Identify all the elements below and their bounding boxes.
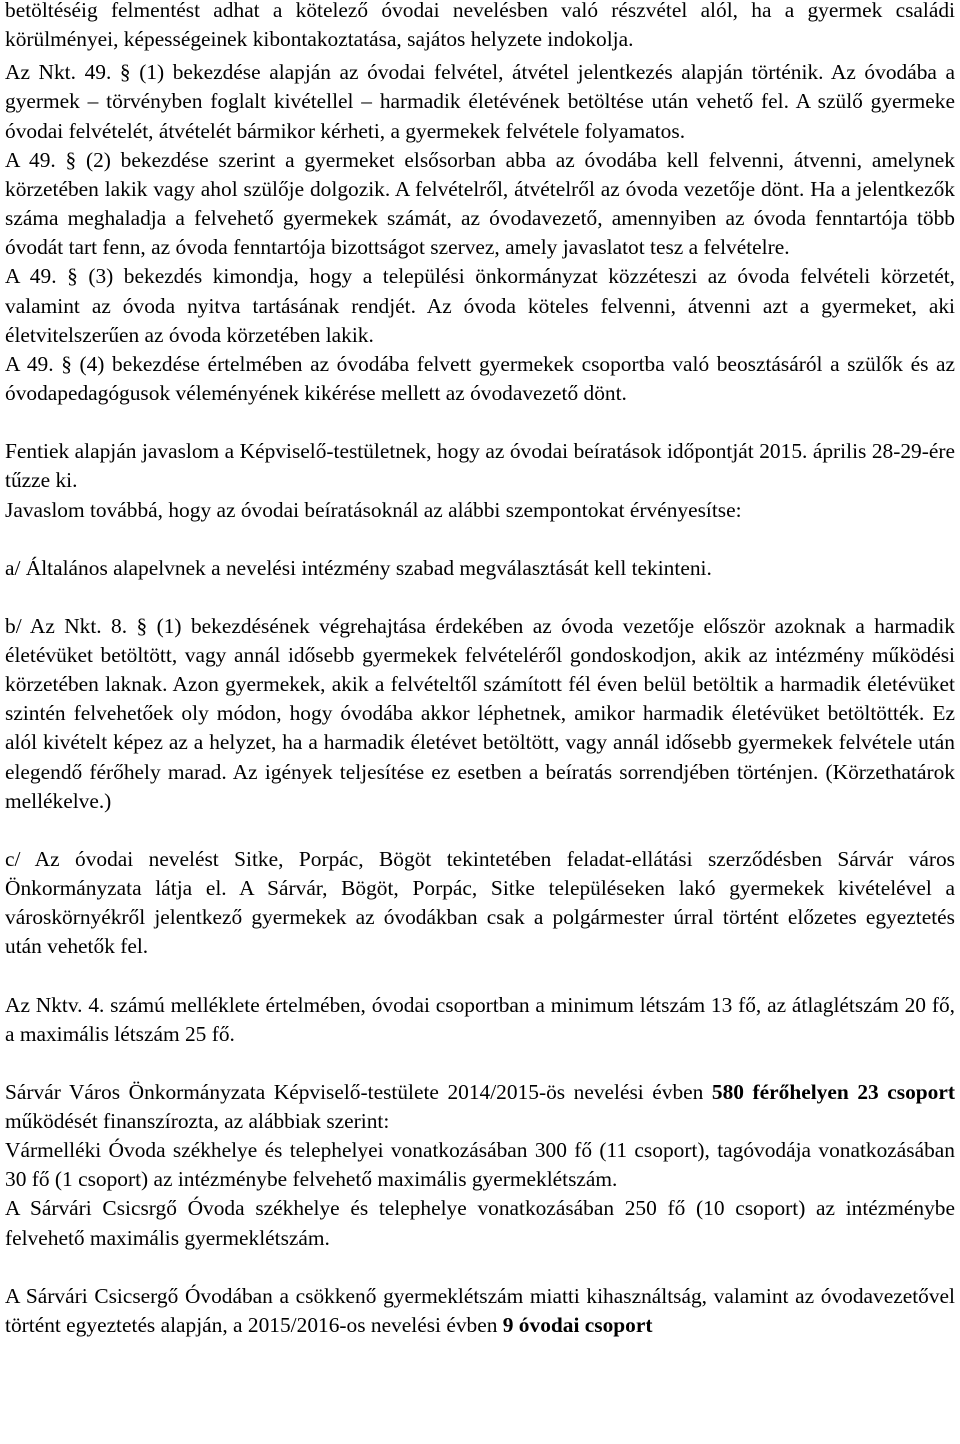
paragraph-exemption-continued: betöltéséig felmentést adhat a kötelező óvodai nevelésben való részvétel alól, ha a gyermek családi körülményei, képességeinek kibontakoztatása, sajátos helyzete indokolja.	[5, 0, 955, 52]
paragraph-49-2: A 49. § (2) bekezdése szerint a gyermeket elsősorban abba az óvodába kell felvenni, átvenni, amelynek körzetében lakik vagy ahol szülője dolgozik. A felvételről, átvételről az óvoda vezetője dönt. Ha a jelentkezők száma meghaladja a felvehető gyermekek számát, az óvodavezető, amennyiben az óvoda fenntartója több óvodát tart fenn, az óvoda fenntartója bizottságot szervez, amely javaslatot tesz a felvételre.	[5, 147, 955, 260]
paragraph-49-3: A 49. § (3) bekezdés kimondja, hogy a települési önkormányzat közzéteszi az óvoda felvételi körzetét, valamint az óvoda nyitva tartásának rendjét. Az óvoda köteles felvenni, átvenni azt a gyermeket, aki életvitelszerűen az óvoda körzetében lakik.	[5, 264, 955, 347]
financing-capacity-bold: 580 férőhelyen 23 csoport	[711, 1079, 955, 1104]
paragraph-csicsergo-capacity: A Sárvári Csicsrgő Óvoda székhelye és telephelye vonatkozásában 250 fő (10 csoport) az intézménybe felvehető maximális gyermeklétszám.	[5, 1196, 955, 1250]
paragraph-proposal-criteria: Javaslom továbbá, hogy az óvodai beíratásoknál az alábbi szempontokat érvényesítse:	[5, 497, 742, 522]
paragraph-criterion-b: b/ Az Nkt. 8. § (1) bekezdésének végrehajtása érdekében az óvoda vezetője először azoknak a harmadik életévüket betöltött, vagy annál idősebb gyermekek felvételéről gondoskodjon, akik az intézmény működési körzetében laknak. Azon gyermekek, akik a felvételtől számított fél éven belül betöltik a harmadik életévüket szintén felvehetőek oly módon, hogy óvodába akkor léphetnek, amikor harmadik életévüket betöltötték. Ez alól kivételt képez az a helyzet, ha a harmadik életévet betöltött, vagy annál idősebb gyermekek felvétele után elegendő férőhely marad. Az igények teljesítése ez esetben a beíratás sorrendjében történjen. (Körzethatárok mellékelve.)	[5, 613, 955, 813]
spacer	[5, 1253, 955, 1282]
spacer	[5, 408, 955, 437]
spacer	[5, 816, 955, 845]
financing-text-pre: Sárvár Város Önkormányzata Képviselő-testülete 2014/2015-ös nevelési évben	[5, 1079, 712, 1104]
paragraph-criterion-c: c/ Az óvodai nevelést Sitke, Porpác, Bögöt tekintetében feladat-ellátási szerződésben Sárvár város Önkormányzata látja el. A Sárvár, Bögöt, Porpác, Sitke településeken lakó gyermekek kivételével a városkörnyékről jelentkező gyermekek az óvodákban csak a polgármester úrral történt előzetes egyeztetés után vehetők fel.	[5, 846, 955, 959]
paragraph-49-4: A 49. § (4) bekezdése értelmében az óvodába felvett gyermekek csoportba való beosztásáról a szülők és az óvodapedagógusok véleményének kikérése mellett az óvodavezető dönt.	[5, 351, 955, 406]
spacer	[5, 962, 955, 991]
paragraph-criterion-a: a/ Általános alapelvnek a nevelési intézmény szabad megválasztását kell tekinteni.	[5, 555, 712, 580]
paragraph-varmelleki: Vármelléki Óvoda székhelye és telephelyei vonatkozásában 300 fő (11 csoport), tagóvodája vonatkozásában 30 fő (1 csoport) az intézménybe felvehető maximális gyermeklétszám.	[5, 1138, 955, 1192]
spacer	[5, 583, 955, 612]
financing-text-post: működését finanszírozta, az alábbiak szerint:	[5, 1109, 390, 1133]
document-page	[5, 0, 955, 1340]
reduction-text-pre: A Sárvári Csicsergő Óvodában a csökkenő gyermeklétszám miatti kihasználtság, valamint az óvodavezetővel történt egyeztetés alapján, a 2015/2016-os nevelési évben	[5, 1283, 955, 1337]
spacer	[5, 525, 955, 554]
paragraph-nkt-49-1: Az Nkt. 49. § (1) bekezdése alapján az óvodai felvétel, átvétel jelentkezés alapján történik. Az óvodába a gyermek – törvényben foglalt kivétellel – harmadik életévének betöltése után vehető fel. A szülő gyermeke óvodai felvételét, átvételét bármikor kérheti, a gyermekek felvétele folyamatos.	[5, 60, 955, 143]
paragraph-csicsergo-reduction	[5, 1282, 955, 1340]
paragraph-financing	[5, 1078, 955, 1136]
spacer	[5, 1049, 955, 1078]
paragraph-group-size: Az Nktv. 4. számú melléklete értelmében, óvodai csoportban a minimum létszám 13 fő, az átlaglétszám 20 fő, a maximális létszám 25 fő.	[5, 992, 955, 1046]
reduction-groups-bold: 9 óvodai csoport	[502, 1312, 653, 1337]
paragraph-proposal-date: Fentiek alapján javaslom a Képviselő-testületnek, hogy az óvodai beíratások időpontját 2015. április 28-29-ére tűzze ki.	[5, 439, 955, 493]
